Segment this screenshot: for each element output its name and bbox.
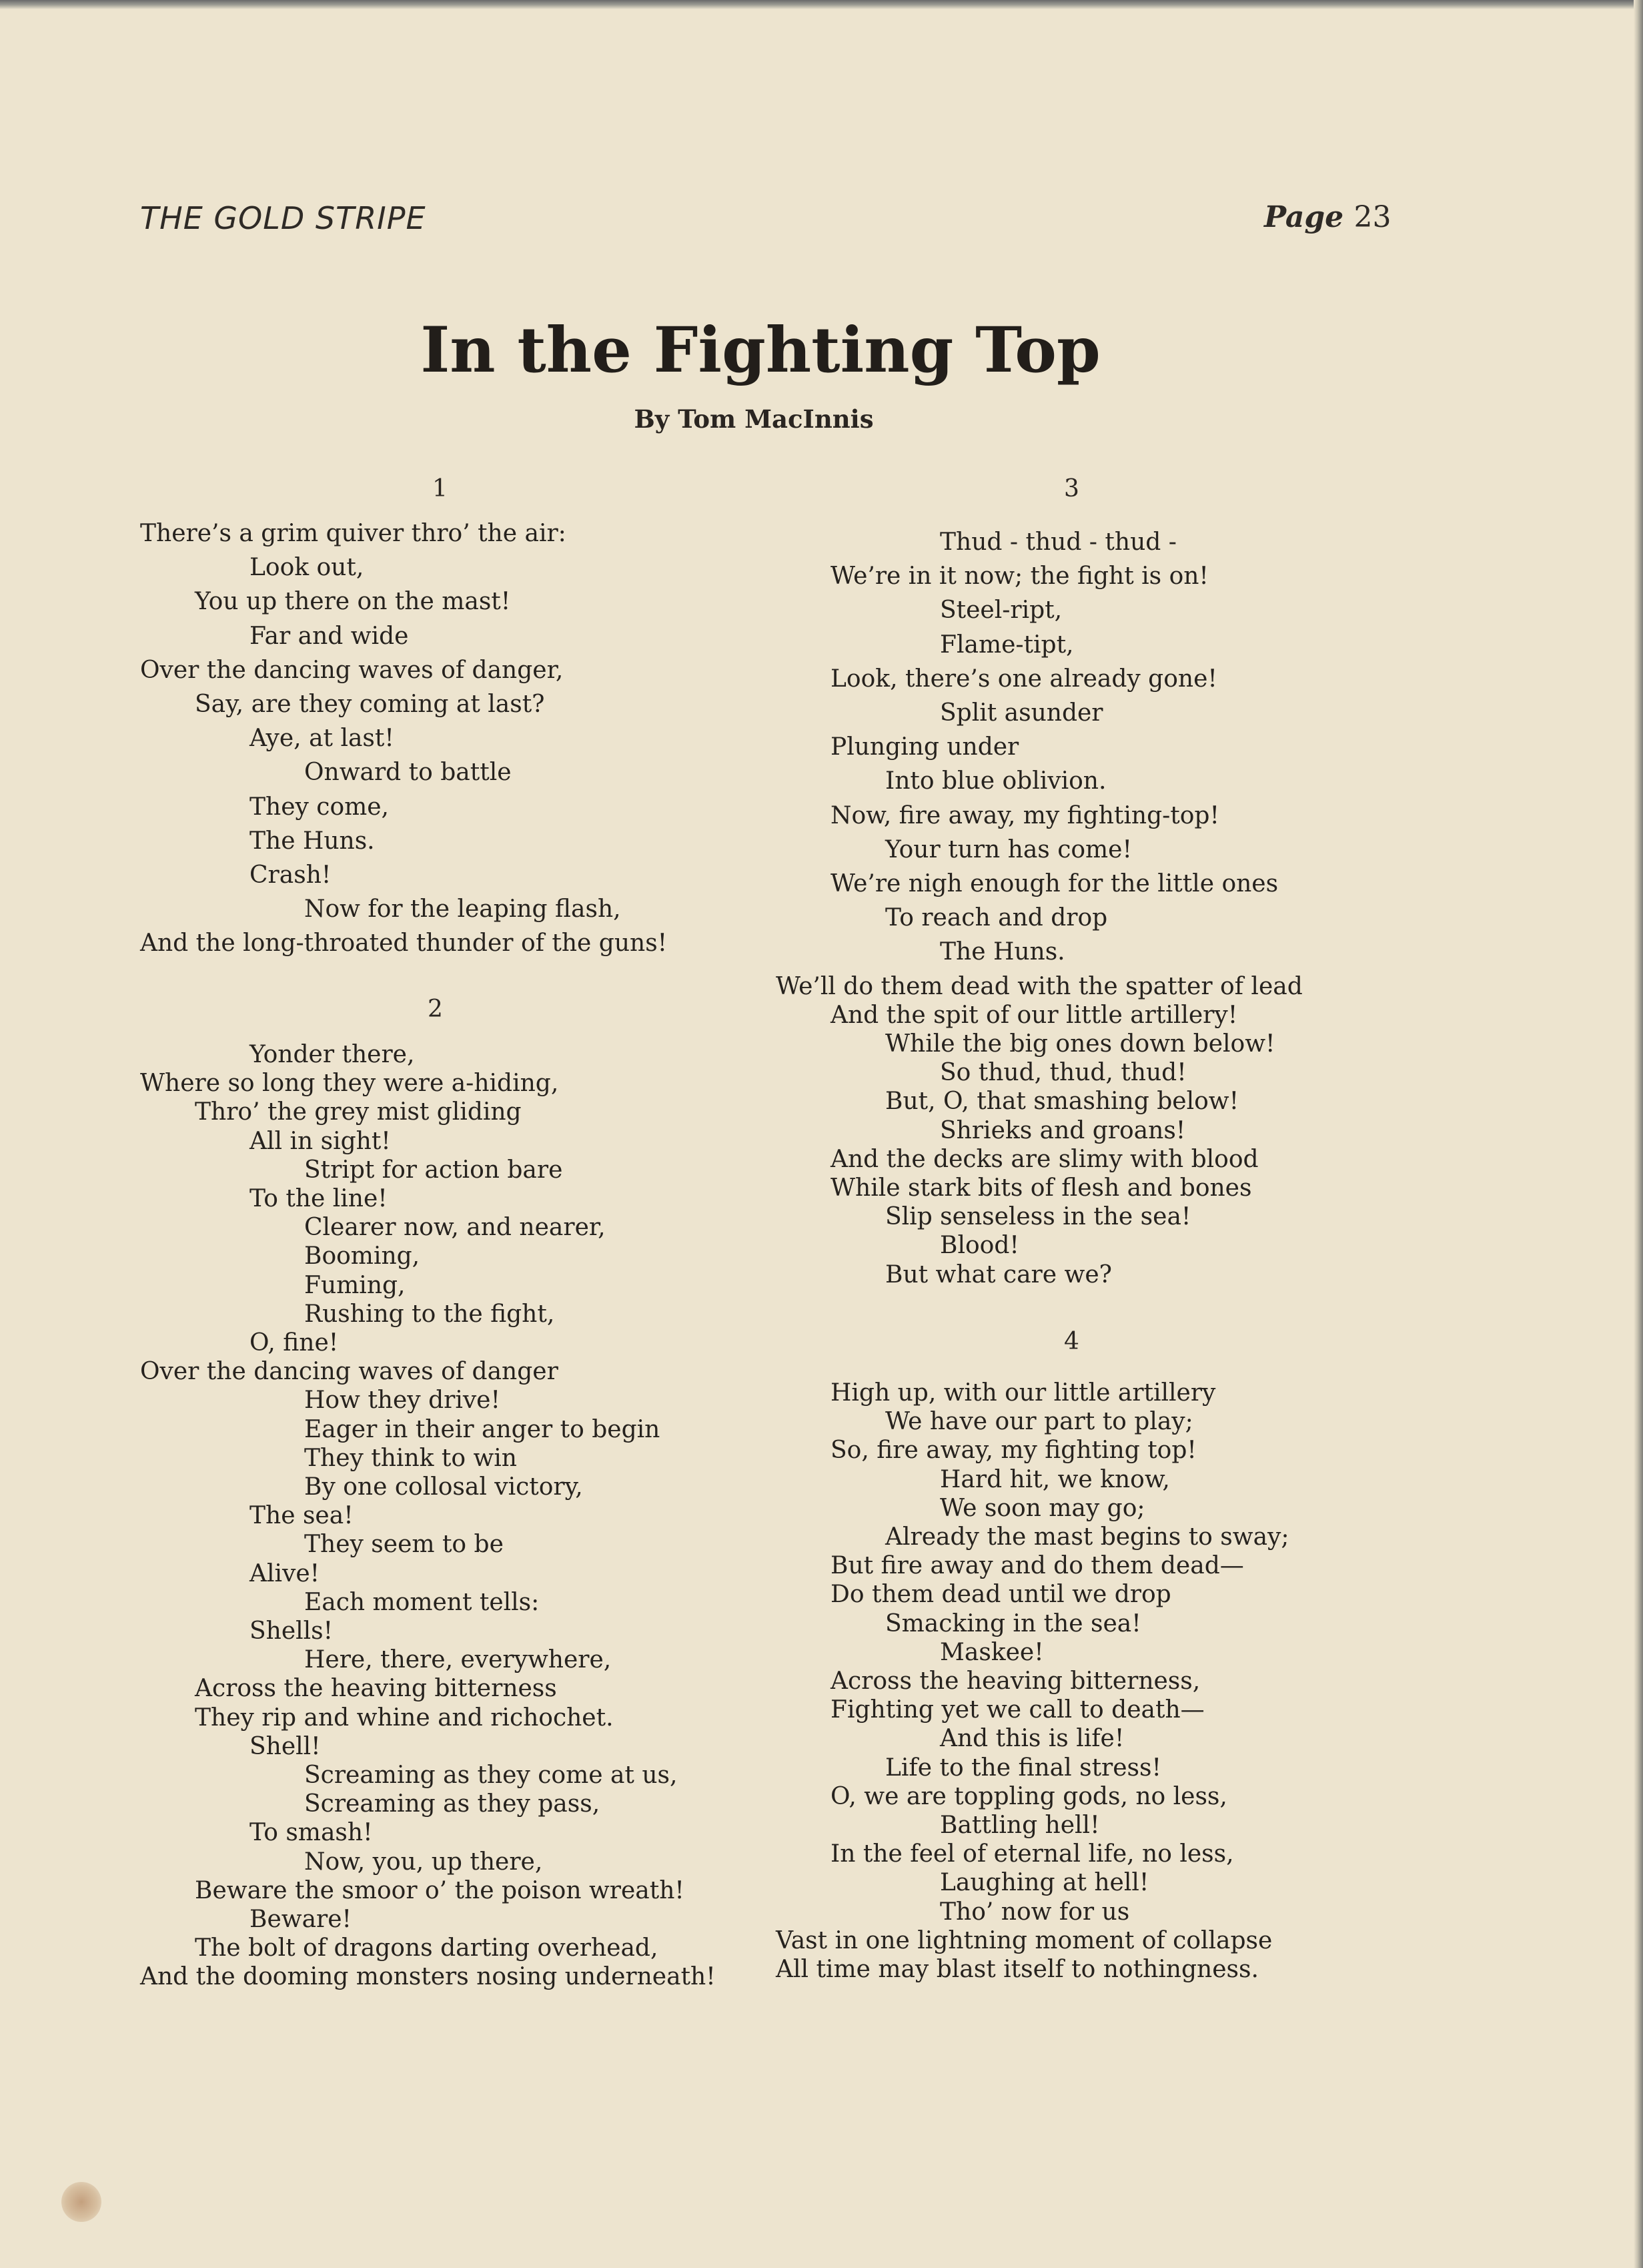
poem-line: The Huns. (940, 938, 1065, 966)
poem-line: Plunging under (831, 733, 1019, 761)
poem-line: Aye, at last! (249, 725, 394, 752)
poem-line: While the big ones down below! (885, 1030, 1275, 1058)
section-number: 3 (1064, 475, 1079, 502)
article-title: In the Fighting Top (420, 314, 1101, 387)
poem-line: Screaming as they come at us, (304, 1762, 678, 1789)
poem-line: The sea! (249, 1502, 354, 1529)
poem-line: Far and wide (249, 623, 409, 650)
poem-line: Clearer now, and nearer, (304, 1214, 606, 1241)
poem-line: Across the heaving bitterness, (831, 1667, 1201, 1695)
poem-line: Split asunder (940, 699, 1103, 727)
poem-line: Crash! (249, 861, 332, 889)
poem-line: And this is life! (940, 1725, 1125, 1752)
page-edge (0, 0, 1643, 9)
poem-line: They think to win (304, 1445, 517, 1472)
article-byline: By Tom MacInnis (634, 404, 874, 434)
section-number: 4 (1064, 1328, 1079, 1355)
poem-line: Where so long they were a-hiding, (140, 1070, 559, 1097)
poem-line: Here, there, everywhere, (304, 1646, 612, 1673)
poem-line: Shrieks and groans! (940, 1117, 1186, 1144)
poem-line: Steel-ript, (940, 597, 1063, 624)
poem-line: Flame-tipt, (940, 631, 1074, 659)
poem-line: Look out, (249, 554, 364, 581)
poem-line: While stark bits of flesh and bones (831, 1174, 1252, 1202)
poem-line: Stript for action bare (304, 1156, 563, 1184)
poem-line: Across the heaving bitterness (195, 1675, 557, 1702)
poem-line: Eager in their anger to begin (304, 1416, 660, 1443)
poem-line: Beware! (249, 1906, 352, 1933)
poem-line: Do them dead until we drop (831, 1581, 1171, 1608)
poem-line: To reach and drop (885, 904, 1108, 931)
page-number-header (1264, 200, 1392, 234)
poem-line: Yonder there, (249, 1041, 415, 1068)
poem-line: Now, fire away, my fighting-top! (831, 802, 1219, 829)
poem-line: Vast in one lightning moment of collapse (776, 1927, 1273, 1954)
poem-line: So, fire away, my fighting top! (831, 1437, 1197, 1464)
poem-line: Life to the final stress! (885, 1754, 1161, 1782)
paper-stain (61, 2182, 101, 2222)
poem-line: There’s a grim quiver thro’ the air: (140, 520, 566, 547)
section-number: 1 (432, 475, 448, 502)
poem-line: In the feel of eternal life, no less, (831, 1840, 1234, 1868)
poem-line: Beware the smoor o’ the poison wreath! (195, 1877, 684, 1904)
poem-line: Rushing to the fight, (304, 1300, 555, 1328)
poem-line: We soon may go; (940, 1495, 1145, 1522)
poem-line: They seem to be (304, 1531, 504, 1558)
poem-line: Fighting yet we call to death— (831, 1696, 1205, 1724)
poem-line: Booming, (304, 1242, 420, 1270)
poem-line: Shells! (249, 1617, 334, 1645)
poem-line: Slip senseless in the sea! (885, 1203, 1191, 1230)
poem-line: How they drive! (304, 1387, 500, 1414)
poem-line: Into blue oblivion. (885, 767, 1107, 795)
poem-line: By one collosal victory, (304, 1473, 583, 1501)
poem-line: Now, you, up there, (304, 1848, 543, 1876)
poem-line: Already the mast begins to sway; (885, 1523, 1289, 1551)
poem-line: They rip and whine and richochet. (195, 1704, 614, 1732)
poem-line: Alive! (249, 1560, 320, 1587)
poem-line: Over the dancing waves of danger, (140, 657, 564, 684)
poem-line: And the decks are slimy with blood (831, 1146, 1259, 1173)
poem-line: Hard hit, we know, (940, 1466, 1170, 1493)
poem-line: The bolt of dragons darting overhead, (195, 1934, 658, 1962)
poem-line: All time may blast itself to nothingness. (776, 1956, 1259, 1983)
poem-line: We’re in it now; the fight is on! (831, 562, 1209, 590)
poem-line: And the dooming monsters nosing underneath! (140, 1963, 716, 1990)
poem-line: O, we are toppling gods, no less, (831, 1783, 1227, 1810)
poem-line: O, fine! (249, 1329, 339, 1357)
poem-line: Thud - thud - thud - (940, 528, 1177, 556)
poem-line: To the line! (249, 1185, 388, 1212)
page-edge-right (1634, 0, 1643, 2268)
poem-line: Shell! (249, 1733, 321, 1760)
poem-line: The Huns. (249, 827, 375, 855)
poem-line: But fire away and do them dead— (831, 1552, 1244, 1579)
poem-line: Blood! (940, 1232, 1019, 1259)
poem-line: Smacking in the sea! (885, 1610, 1141, 1637)
poem-line: We’ll do them dead with the spatter of lead (776, 973, 1303, 1000)
poem-line: Say, are they coming at last? (195, 691, 545, 718)
poem-line: And the long-throated thunder of the guns! (140, 929, 668, 957)
poem-line: But what care we? (885, 1261, 1112, 1288)
poem-line: Screaming as they pass, (304, 1790, 600, 1818)
poem-line: Now for the leaping flash, (304, 895, 621, 923)
poem-line: Onward to battle (304, 759, 512, 786)
page-number: 23 (1353, 200, 1392, 234)
poem-line: Laughing at hell! (940, 1869, 1149, 1896)
poem-line: To smash! (249, 1819, 373, 1846)
publication-name: THE GOLD STRIPE (140, 200, 426, 236)
poem-line: We have our part to play; (885, 1408, 1193, 1435)
poem-line: Battling hell! (940, 1812, 1100, 1839)
poem-line: Your turn has come! (885, 836, 1132, 863)
poem-line: Look, there’s one already gone! (831, 665, 1217, 693)
poem-line: So thud, thud, thud! (940, 1059, 1187, 1086)
poem-line: Maskee! (940, 1639, 1044, 1666)
poem-line: High up, with our little artillery (831, 1379, 1216, 1407)
poem-line: But, O, that smashing below! (885, 1088, 1239, 1115)
poem-line: They come, (249, 793, 390, 821)
poem-line: Fuming, (304, 1272, 406, 1299)
poem-line: Tho’ now for us (940, 1898, 1130, 1926)
poem-line: Over the dancing waves of danger (140, 1358, 558, 1385)
section-number: 2 (428, 996, 443, 1023)
poem-line: Each moment tells: (304, 1589, 540, 1616)
poem-line: You up there on the mast! (195, 588, 511, 615)
page-label: Page (1264, 200, 1344, 234)
poem-line: All in sight! (249, 1128, 391, 1155)
poem-line: Thro’ the grey mist gliding (195, 1098, 522, 1126)
poem-line: And the spit of our little artillery! (831, 1002, 1238, 1029)
poem-line: We’re nigh enough for the little ones (831, 870, 1279, 897)
